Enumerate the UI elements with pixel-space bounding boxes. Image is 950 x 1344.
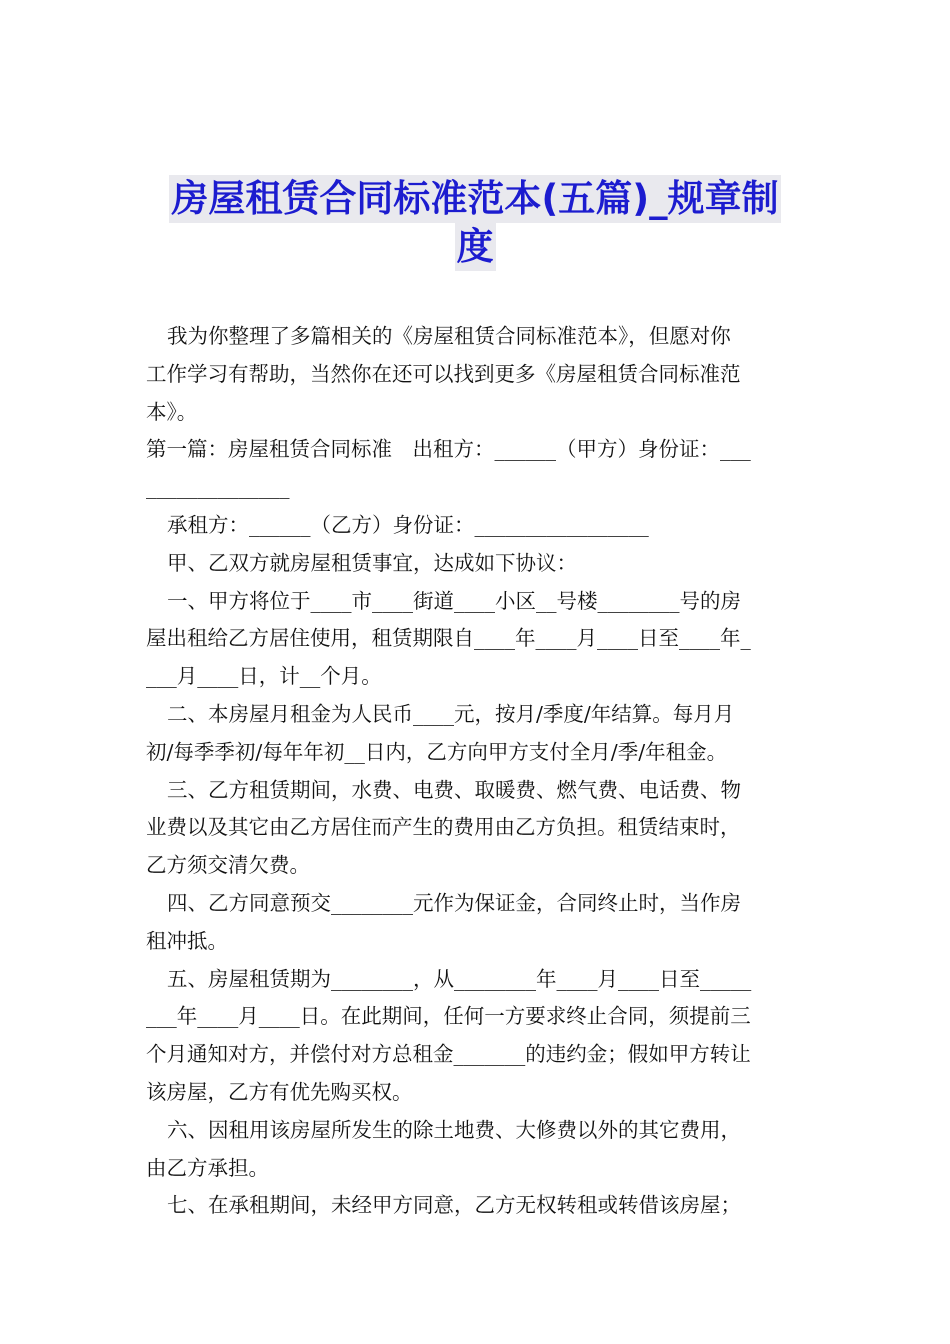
clause-6 bbox=[146, 1112, 808, 1188]
text-line: 一、甲方将位于____市____街道____小区__号楼________号的房 bbox=[167, 588, 741, 613]
text-line: 工作学习有帮助，当然你在还可以找到更多《房屋租赁合同标准范 bbox=[146, 361, 741, 386]
clause-5 bbox=[146, 961, 808, 1112]
text-line: 四、乙方同意预交________元作为保证金，合同终止时，当作房 bbox=[167, 890, 741, 915]
document-title bbox=[150, 175, 800, 271]
paragraph-first-article bbox=[146, 431, 808, 507]
text-line: 承租方：______（乙方）身份证：_________________ bbox=[167, 512, 649, 537]
text-line: 六、因租用该房屋所发生的除土地费、大修费以外的其它费用， bbox=[167, 1117, 741, 1142]
text-line: 业费以及其它由乙方居住而产生的费用由乙方负担。租赁结束时， bbox=[146, 815, 741, 840]
title-line-2: 度 bbox=[455, 223, 496, 271]
paragraph-intro bbox=[146, 318, 808, 431]
text-line: 本》。 bbox=[146, 399, 198, 424]
text-line: 个月通知对方，并偿付对方总租金_______的违约金；假如甲方转让 bbox=[146, 1042, 751, 1067]
text-line: ___月____日，计__个月。 bbox=[146, 664, 382, 689]
paragraph-agreement bbox=[146, 545, 808, 583]
text-line: 七、在承租期间，未经甲方同意，乙方无权转租或转借该房屋； bbox=[167, 1193, 741, 1218]
text-line: 乙方须交清欠费。 bbox=[146, 853, 310, 878]
clause-7 bbox=[146, 1187, 808, 1225]
document-body bbox=[146, 318, 808, 1225]
text-line: ______________ bbox=[146, 475, 290, 500]
text-line: 租冲抵。 bbox=[146, 928, 228, 953]
title-line-1: 房屋租赁合同标准范本(五篇)_规章制 bbox=[169, 175, 780, 223]
text-line: 由乙方承担。 bbox=[146, 1155, 269, 1180]
text-line: 二、本房屋月租金为人民币____元，按月/季度/年结算。每月月 bbox=[167, 701, 735, 726]
clause-1 bbox=[146, 583, 808, 696]
text-line: 五、房屋租赁期为________，从________年____月____日至_____ bbox=[167, 966, 752, 991]
text-line: 初/每季季初/每年年初__日内，乙方向甲方支付全月/季/年租金。 bbox=[146, 739, 728, 764]
clause-2 bbox=[146, 696, 808, 772]
clause-3 bbox=[146, 772, 808, 885]
text-line: 三、乙方租赁期间，水费、电费、取暖费、燃气费、电话费、物 bbox=[167, 777, 741, 802]
text-line: 甲、乙双方就房屋租赁事宜，达成如下协议： bbox=[167, 550, 577, 575]
text-line: ___年____月____日。在此期间，任何一方要求终止合同，须提前三 bbox=[146, 1004, 751, 1029]
text-line: 第一篇：房屋租赁合同标准 出租方：______（甲方）身份证：___ bbox=[146, 437, 751, 462]
paragraph-lessee bbox=[146, 507, 808, 545]
text-line: 该房屋，乙方有优先购买权。 bbox=[146, 1079, 413, 1104]
text-line: 我为你整理了多篇相关的《房屋租赁合同标准范本》，但愿对你 bbox=[167, 324, 731, 348]
text-line: 屋出租给乙方居住使用，租赁期限自____年____月____日至____年_ bbox=[146, 626, 751, 651]
clause-4 bbox=[146, 885, 808, 961]
